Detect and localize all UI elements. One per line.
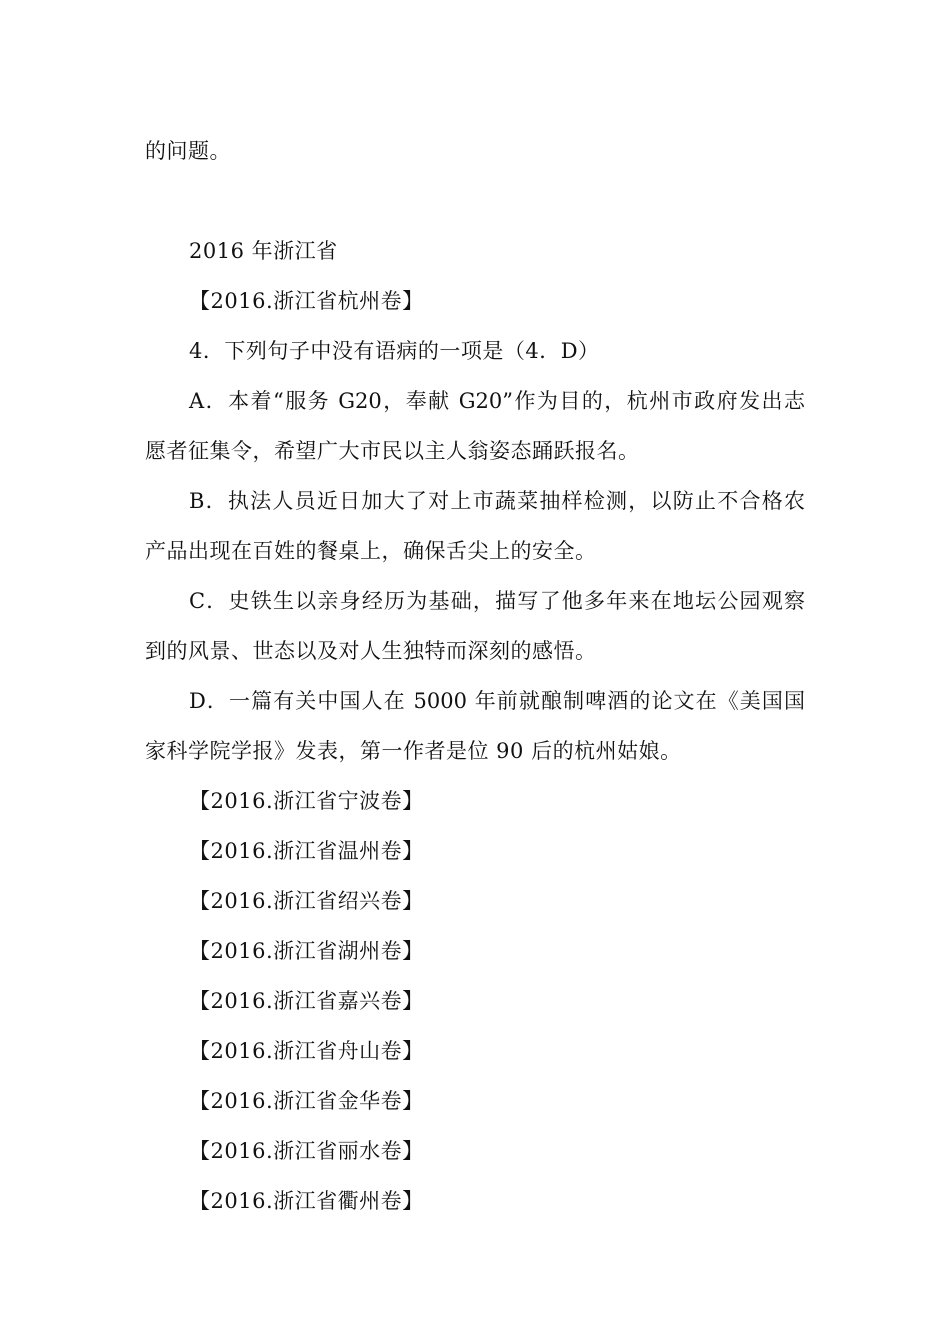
option-a-line2: 愿者征集令，希望广大市民以主人翁姿态踊跃报名。 — [145, 439, 640, 463]
paper-header-wenzhou: 【2016.浙江省温州卷】 — [189, 839, 424, 863]
paper-header-zhoushan: 【2016.浙江省舟山卷】 — [189, 1039, 424, 1063]
paper-header-jinhua: 【2016.浙江省金华卷】 — [189, 1089, 424, 1113]
option-d-line2: 家科学院学报》发表，第一作者是位 90 后的杭州姑娘。 — [145, 739, 682, 763]
question-text: 4．下列句子中没有语病的一项是（4．D） — [189, 339, 600, 363]
option-b-line2: 产品出现在百姓的餐桌上，确保舌尖上的安全。 — [145, 539, 597, 563]
paper-header-lishui: 【2016.浙江省丽水卷】 — [189, 1139, 424, 1163]
option-b-line1: B．执法人员近日加大了对上市蔬菜抽样检测，以防止不合格农 — [189, 489, 805, 513]
paper-header-quzhou: 【2016.浙江省衢州卷】 — [189, 1189, 424, 1213]
paper-header-ningbo: 【2016.浙江省宁波卷】 — [189, 789, 424, 813]
option-a-line1: A．本着“服务 G20，奉献 G20”作为目的，杭州市政府发出志 — [189, 389, 805, 413]
paper-header-shaoxing: 【2016.浙江省绍兴卷】 — [189, 889, 424, 913]
option-c-line2: 到的风景、世态以及对人生独特而深刻的感悟。 — [145, 639, 597, 663]
continuation-text: 的问题。 — [145, 139, 231, 163]
option-d-line1: D．一篇有关中国人在 5000 年前就酿制啤酒的论文在《美国国 — [189, 689, 805, 713]
paper-header-hangzhou: 【2016.浙江省杭州卷】 — [189, 289, 424, 313]
paper-header-huzhou: 【2016.浙江省湖州卷】 — [189, 939, 424, 963]
section-title: 2016 年浙江省 — [189, 239, 338, 263]
option-c-line1: C．史铁生以亲身经历为基础，描写了他多年来在地坛公园观察 — [189, 589, 805, 613]
paper-header-jiaxing: 【2016.浙江省嘉兴卷】 — [189, 989, 424, 1013]
